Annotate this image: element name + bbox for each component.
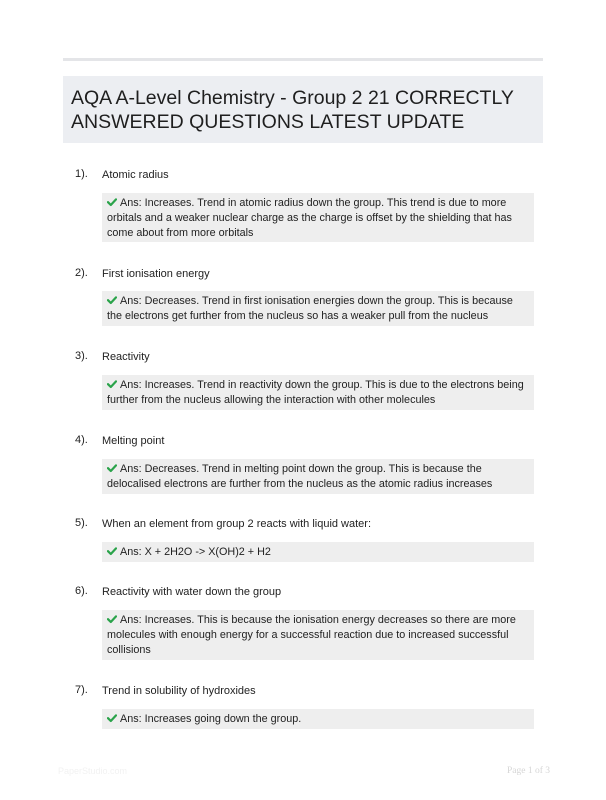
question-text: Reactivity	[102, 351, 150, 363]
check-icon	[107, 197, 117, 207]
answer-box	[102, 459, 534, 494]
answer-text: Ans: Increases going down the group.	[120, 713, 302, 725]
check-icon	[107, 463, 117, 473]
title-banner	[63, 76, 543, 143]
check-icon	[107, 379, 117, 389]
answer-text: Ans: Increases. Trend in atomic radius down the group. This trend is due to more orbitals and a weaker nuclear charge as the charge is offset by the shielding that has come about from more orbitals	[107, 197, 512, 239]
page-number: Page 1 of 3	[506, 766, 550, 776]
check-icon	[107, 614, 117, 624]
answer-box	[102, 542, 534, 562]
question-number: 1).	[75, 168, 88, 180]
answer-box	[102, 610, 534, 660]
check-icon	[107, 546, 117, 556]
answer-text: Ans: Increases. Trend in reactivity down the group. This is due to the electrons being further from the nucleus allowing the interaction with other molecules	[107, 379, 524, 406]
answer-text: Ans: Decreases. Trend in first ionisation energies down the group. This is because the electrons get further from the nucleus so has a weaker pull from the nucleus	[107, 295, 513, 322]
question-text: Trend in solubility of hydroxides	[102, 685, 256, 697]
check-icon	[107, 713, 117, 723]
page-title: AQA A-Level Chemistry - Group 2 21 CORRECTLY ANSWERED QUESTIONS LATEST UPDATE	[71, 87, 514, 133]
question-text: Reactivity with water down the group	[102, 586, 282, 598]
question-number: 2).	[75, 267, 88, 279]
answer-box	[102, 709, 534, 729]
answer-text: Ans: Decreases. Trend in melting point down the group. This is because the delocalised electrons are further from the nucleus as the atomic radius increases	[107, 463, 493, 490]
question-text: Atomic radius	[102, 169, 169, 181]
question-number: 3).	[75, 350, 88, 362]
answer-text: Ans: X + 2H2O -> X(OH)2 + H2	[120, 546, 271, 558]
question-number: 5).	[75, 517, 88, 529]
question-text: Melting point	[102, 435, 165, 447]
answer-text: Ans: Increases. This is because the ionisation energy decreases so there are more molecules with enough energy for a successful reaction due to increased successful collisions	[107, 614, 516, 656]
question-number: 4).	[75, 434, 88, 446]
top-divider	[63, 58, 543, 61]
check-icon	[107, 295, 117, 305]
question-text: First ionisation energy	[102, 268, 210, 280]
question-number: 6).	[75, 585, 88, 597]
footer-watermark: PaperStudio.com	[58, 766, 128, 776]
answer-box	[102, 291, 534, 326]
question-text: When an element from group 2 reacts with liquid water:	[102, 518, 372, 530]
answer-box	[102, 375, 534, 410]
question-number: 7).	[75, 684, 88, 696]
answer-box	[102, 193, 534, 242]
